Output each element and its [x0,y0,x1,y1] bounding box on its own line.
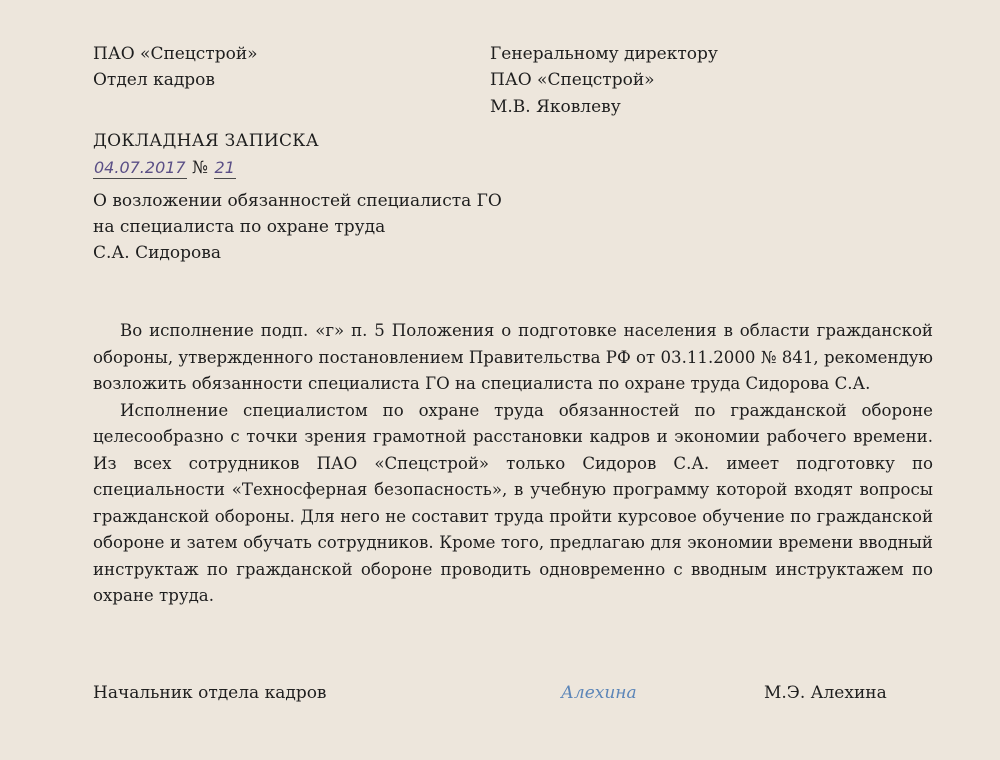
number-sign: № [192,158,209,178]
signature-name: М.Э. Алехина [764,683,887,703]
body-paragraph-2: Исполнение специалистом по охране труда обязанностей по гражданской обороне целесообразно с точки зрения грамотной расстановки кадров и экономии рабочего времени. Из всех сотрудников ПАО «Спецстрой» только Сидоров С.А. имеет подготовку по специальности «Техносферная безопасность», в учебную программу которой входят вопросы гражданской обороны. Для него не составит труда пройти курсовое обучение по гражданской обороне и затем обучать сотрудников. Кроме того, предлагаю для экономии времени вводный инструктаж по гражданской обороне проводить одновременно с вводным инструктажем по охране труда. [93,400,933,605]
document-type: ДОКЛАДНАЯ ЗАПИСКА [93,131,319,151]
signature-position: Начальник отдела кадров [93,683,327,703]
handwritten-signature: Алехина [561,683,637,703]
subject-line-2: на специалиста по охране труда [93,217,386,237]
subject-line-3: С.А. Сидорова [93,243,221,263]
document-number: 21 [214,158,235,177]
recipient-name: М.В. Яковлеву [490,97,621,117]
recipient-organization: ПАО «Спецстрой» [490,70,655,90]
sender-organization: ПАО «Спецстрой» [93,44,258,64]
document-body [93,318,933,610]
document-meta [93,155,236,181]
body-paragraph-1: Во исполнение подп. «г» п. 5 Положения о подготовке населения в области гражданской обороны, утвержденного постановлением Правительства РФ от 03.11.2000 № 841, рекомендую возложить обязанности специалиста ГО на специалиста по охране труда Сидорова С.А. [93,321,933,393]
subject-line-1: О возложении обязанностей специалиста ГО [93,191,502,211]
sender-department: Отдел кадров [93,70,215,90]
document-date: 04.07.2017 [94,158,186,177]
recipient-position: Генеральному директору [490,44,718,64]
